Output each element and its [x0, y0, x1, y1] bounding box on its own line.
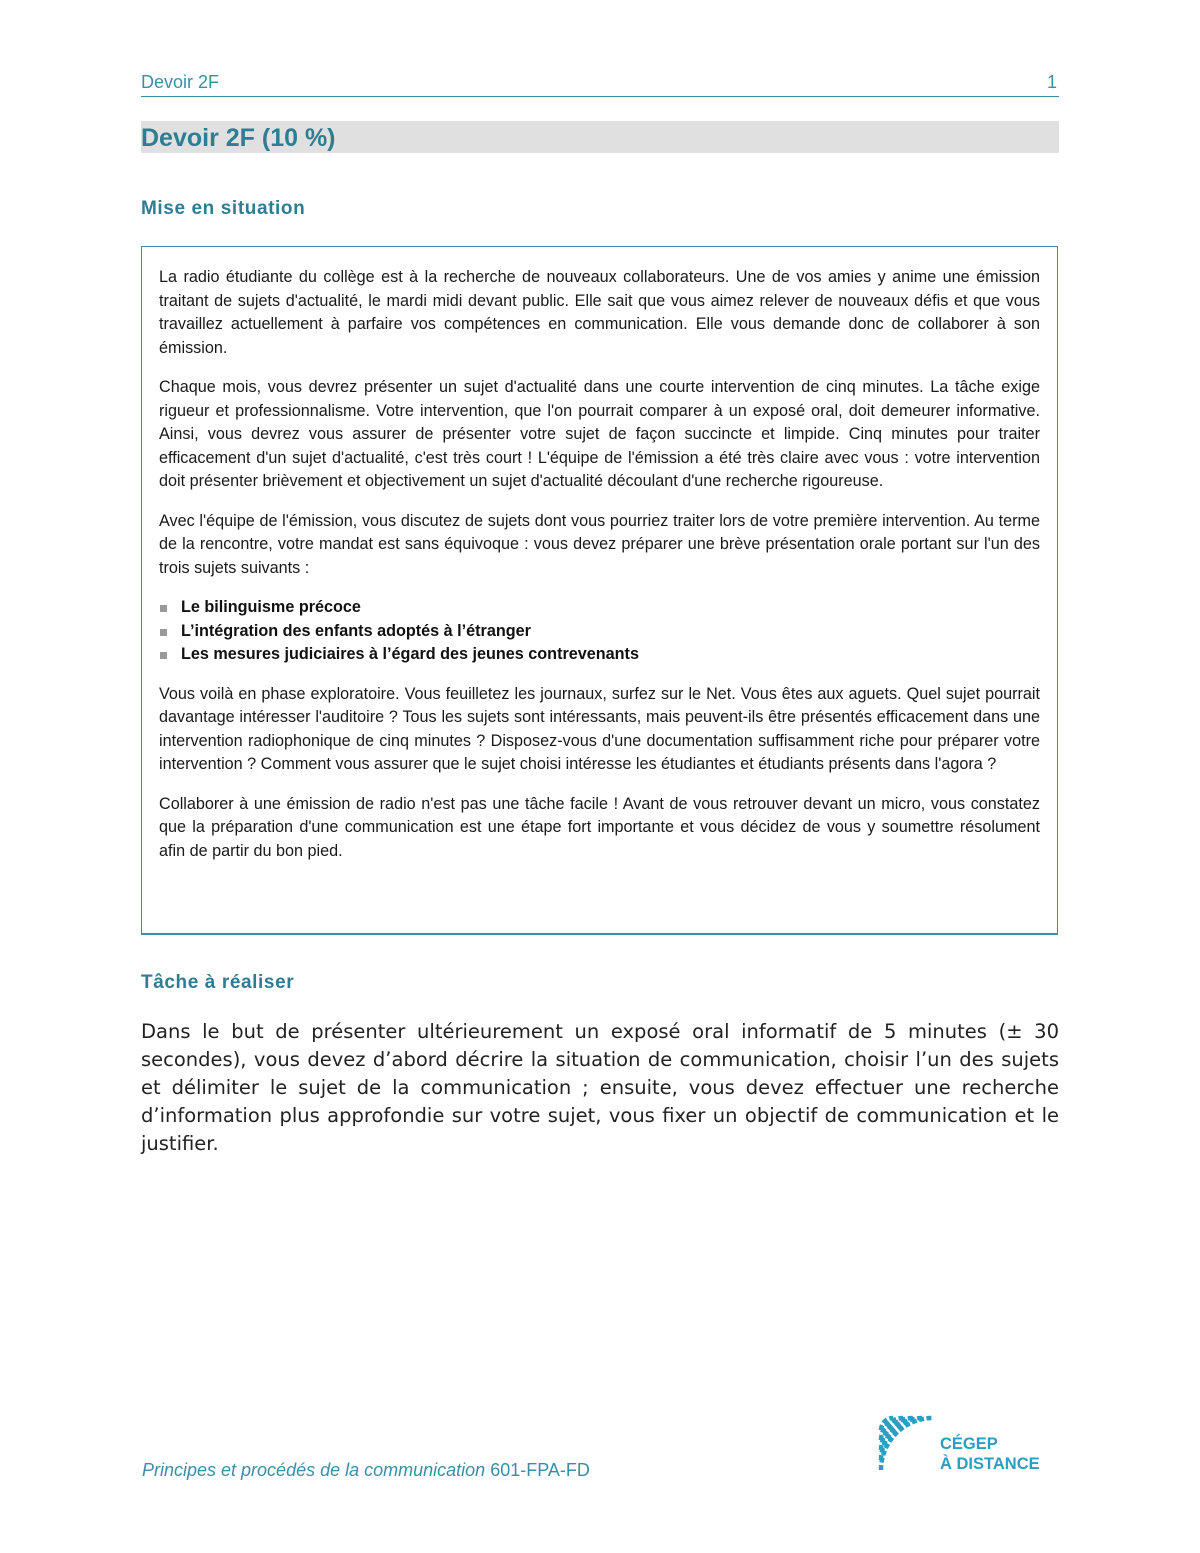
topic-label: L’intégration des enfants adoptés à l’étranger [181, 621, 531, 640]
square-bullet-icon [160, 605, 167, 612]
footer-course-name: Principes et procédés de la communication [142, 1460, 486, 1480]
logo-line-1: CÉGEP [940, 1435, 998, 1453]
list-item [159, 643, 1040, 667]
logo-line-2: À DISTANCE [940, 1455, 1040, 1473]
situation-paragraph: Collaborer à une émission de radio n'est pas une tâche facile ! Avant de vous retrouver devant un micro, vous constatez que la préparation d'une communication est une étape fort importante et vous décidez de vous y soumettre résolument afin de partir du bon pied. [159, 794, 1040, 860]
logo-text [940, 1434, 1040, 1474]
list-item [159, 596, 1040, 620]
section-heading-task: Tâche à réaliser [141, 972, 295, 993]
square-bullet-icon [160, 629, 167, 636]
topics-list [159, 596, 1040, 667]
section-heading-situation: Mise en situation [141, 198, 306, 219]
page-title: Devoir 2F (10 %) [141, 124, 336, 152]
cegep-waves-logo-icon [878, 1404, 938, 1474]
header-page-number: 1 [1046, 72, 1057, 92]
topic-label: Les mesures judiciaires à l’égard des jeunes contrevenants [181, 645, 639, 663]
footer-course-code: 601-FPA-FD [490, 1460, 590, 1480]
page-footer [142, 1460, 590, 1481]
task-paragraph: Dans le but de présenter ultérieurement un exposé oral informatif de 5 minutes (± 30 secondes), vous devez d’abord décrire la situation de communication, choisir l’un des sujets et délimiter le sujet de la communication ; ensuite, vous devez effectuer une recherche d’information plus approfondie sur votre sujet, vous fixer un objectif de communication et le justifier. [141, 1020, 1059, 1155]
page-header [141, 70, 1059, 97]
situation-box [141, 246, 1058, 935]
situation-paragraph: Vous voilà en phase exploratoire. Vous feuilletez les journaux, surfez sur le Net. Vous êtes aux aguets. Quel sujet pourrait davantage intéresser l'auditoire ? Tous les sujets sont intéressants, mais peuvent-ils être présentés efficacement dans une intervention radiophonique de cinq minutes ? Disposez-vous d'une documentation suffisamment riche pour préparer votre intervention ? Comment vous assurer que le sujet choisi intéresse les étudiantes et étudiants présents dans l'agora ? [159, 684, 1040, 773]
title-bar [141, 121, 1059, 153]
square-bullet-icon [160, 652, 167, 659]
topic-label: Le bilinguisme précoce [181, 598, 361, 616]
list-item [159, 620, 1040, 644]
header-doc-label: Devoir 2F [141, 72, 220, 92]
situation-paragraph: La radio étudiante du collège est à la recherche de nouveaux collaborateurs. Une de vos amies y anime une émission traitant de sujets d'actualité, le mardi midi devant public. Elle sait que vous aimez relever de nouveaux défis et que vous travaillez actuellement à parfaire vos compétences en communication. Elle vous demande donc de collaborer à son émission. [159, 268, 1040, 357]
situation-paragraph: Avec l'équipe de l'émission, vous discutez de sujets dont vous pourriez traiter lors de votre première intervention. Au terme de la rencontre, votre mandat est sans équivoque : vous devez préparer une brève présentation orale portant sur l'un des trois sujets suivants : [159, 511, 1040, 577]
cegep-logo [878, 1404, 1058, 1474]
situation-paragraph: Chaque mois, vous devrez présenter un sujet d'actualité dans une courte intervention de cinq minutes. La tâche exige rigueur et professionnalisme. Votre intervention, que l'on pourrait comparer à un exposé oral, doit demeurer informative. Ainsi, vous devrez vous assurer de présenter votre sujet de façon succincte et limpide. Cinq minutes pour traiter efficacement d'un sujet d'actualité, c'est très court ! L'équipe de l'émission a été très claire avec vous : votre intervention doit présenter brièvement et objectivement un sujet d'actualité découlant d'une recherche rigoureuse. [159, 378, 1040, 490]
